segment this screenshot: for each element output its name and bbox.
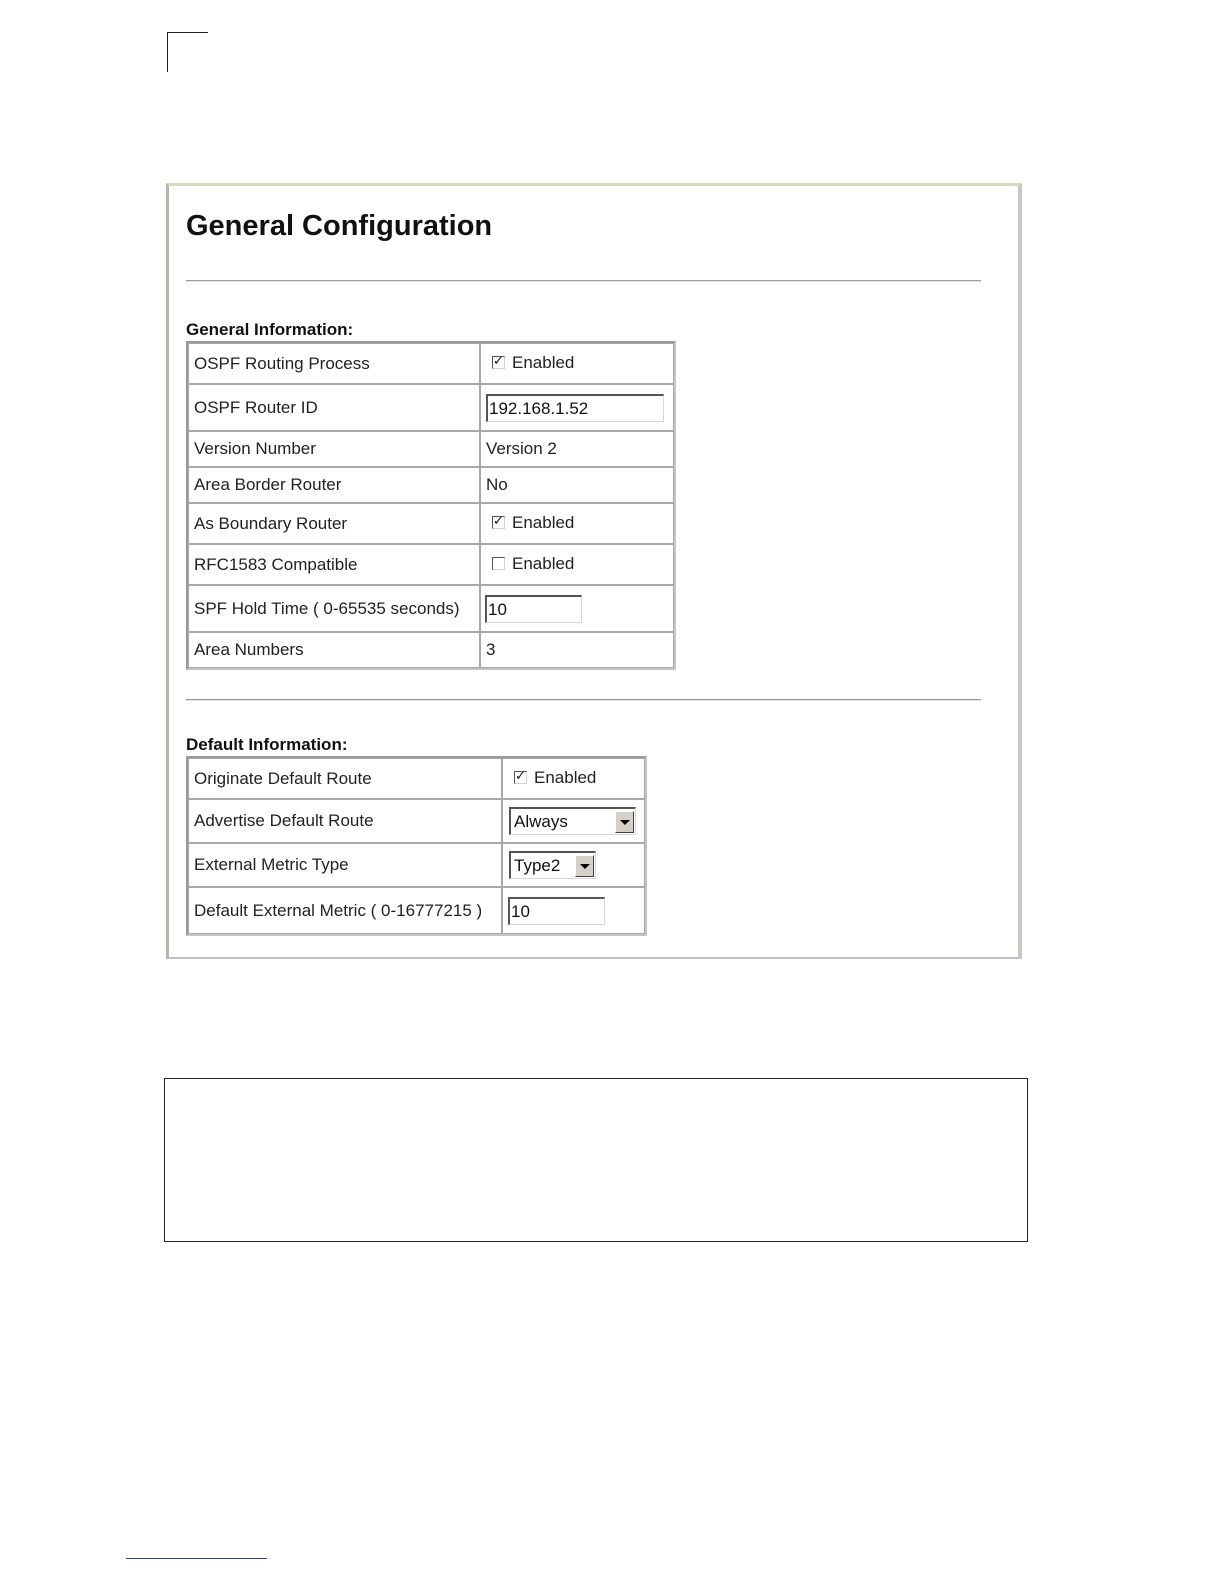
table-row [188,758,645,799]
as-boundary-router-label: As Boundary Router [188,503,480,544]
originate-default-route-checkbox[interactable] [514,768,527,784]
general-information-table [186,341,676,670]
page-title: General Configuration [186,210,493,242]
advertise-default-route-selected: Always [514,811,568,831]
general-configuration-screen [166,183,1022,959]
external-metric-type-label: External Metric Type [188,843,502,887]
rfc1583-compatible-label: RFC1583 Compatible [188,544,480,585]
area-numbers-value: 3 [480,632,674,668]
ospf-router-id-input[interactable]: 192.168.1.52 [486,394,664,422]
spf-hold-time-label: SPF Hold Time ( 0-65535 seconds) [188,585,480,632]
chevron-down-icon [620,820,630,825]
crop-mark-vertical [167,32,168,72]
ospf-router-id-label: OSPF Router ID [188,384,480,431]
default-information-heading: Default Information: [186,735,348,754]
area-numbers-label: Area Numbers [188,632,480,668]
external-metric-type-select[interactable] [509,851,596,879]
divider-middle [186,699,981,701]
advertise-default-route-label: Advertise Default Route [188,799,502,843]
advertise-default-route-select[interactable] [509,807,636,835]
ospf-routing-process-cell [480,343,674,384]
rfc1583-compatible-toggle[interactable] [492,554,574,574]
version-number-value: Version 2 [480,431,674,467]
ospf-router-id-cell [480,384,674,431]
table-row [188,384,674,431]
command-box [164,1078,1028,1242]
table-row [188,585,674,632]
rfc1583-compatible-cell [480,544,674,585]
ospf-routing-process-label: OSPF Routing Process [188,343,480,384]
rfc1583-compatible-enabled-label: Enabled [512,553,575,573]
table-row [188,799,645,843]
general-information-heading: General Information: [186,320,354,339]
external-metric-type-dropdown-button[interactable] [575,855,594,877]
ospf-routing-process-toggle[interactable] [492,353,574,373]
as-boundary-router-checkbox[interactable] [492,513,505,529]
default-external-metric-cell [502,887,645,934]
check-icon: ✓ [493,513,504,529]
table-row [188,343,674,384]
footer-rule [126,1558,267,1559]
advertise-default-route-dropdown-button[interactable] [615,811,634,833]
version-number-label: Version Number [188,431,480,467]
table-row [188,503,674,544]
default-external-metric-label: Default External Metric ( 0-16777215 ) [188,887,502,934]
area-border-router-value: No [480,467,674,503]
table-row [188,843,645,887]
default-information-table [186,756,647,936]
table-row [188,467,674,503]
rfc1583-compatible-checkbox[interactable] [492,557,505,570]
default-external-metric-input[interactable]: 10 [508,897,605,925]
ospf-routing-process-checkbox[interactable] [492,353,505,369]
originate-default-route-toggle[interactable] [514,768,596,788]
spf-hold-time-input[interactable]: 10 [485,595,582,623]
check-icon: ✓ [515,768,526,784]
external-metric-type-cell [502,843,645,887]
table-row [188,431,674,467]
table-row [188,544,674,585]
chevron-down-icon [580,864,590,869]
divider-top [186,280,981,282]
as-boundary-router-enabled-label: Enabled [512,512,575,532]
spf-hold-time-cell [480,585,674,632]
crop-mark-horizontal [167,32,208,33]
check-icon: ✓ [493,353,504,369]
originate-default-route-enabled-label: Enabled [534,767,597,787]
external-metric-type-selected: Type2 [514,855,561,875]
table-row [188,887,645,934]
originate-default-route-label: Originate Default Route [188,758,502,799]
advertise-default-route-cell [502,799,645,843]
table-row [188,632,674,668]
as-boundary-router-toggle[interactable] [492,513,574,533]
area-border-router-label: Area Border Router [188,467,480,503]
originate-default-route-cell [502,758,645,799]
as-boundary-router-cell [480,503,674,544]
ospf-routing-process-enabled-label: Enabled [512,352,575,372]
